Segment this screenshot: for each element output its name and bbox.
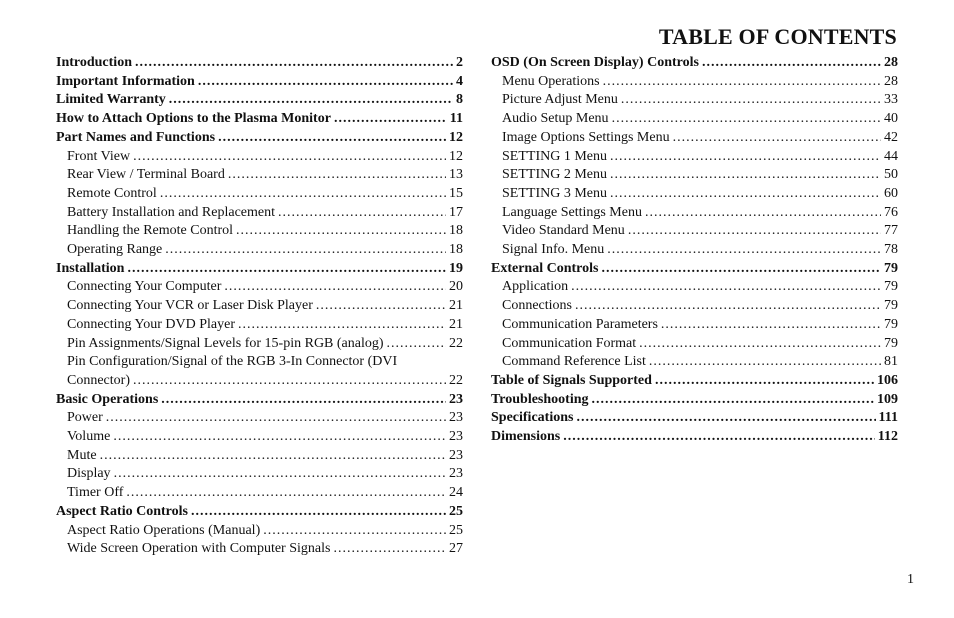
toc-entry-page: 28: [884, 73, 898, 89]
toc-entry-page: 11: [449, 111, 463, 127]
toc-entry-image-options-settings-menu[interactable]: [491, 129, 898, 148]
toc-entry-page: 17: [449, 204, 463, 220]
dot-leader: [165, 241, 446, 260]
toc-entry-page: 79: [884, 279, 898, 295]
dot-leader: [316, 297, 446, 316]
dot-leader: [655, 372, 874, 391]
toc-entry-label: Connections: [502, 298, 572, 314]
toc-entry-label: Aspect Ratio Operations (Manual): [67, 522, 261, 538]
toc-entry-page: 106: [877, 372, 898, 388]
toc-entry-page: 40: [884, 111, 898, 127]
dot-leader: [169, 91, 453, 110]
toc-entry-label: Language Settings Menu: [502, 204, 642, 220]
toc-entry-connections[interactable]: [491, 297, 898, 316]
dot-leader: [387, 335, 446, 354]
dot-leader: [649, 353, 881, 372]
toc-entry-power[interactable]: [56, 409, 463, 428]
toc-entry-label: Specifications: [491, 410, 574, 426]
toc-entry-menu-operations[interactable]: [491, 73, 898, 92]
dot-leader: [610, 185, 881, 204]
toc-entry-dimensions[interactable]: [491, 428, 898, 447]
toc-entry-page: 33: [884, 92, 898, 108]
dot-leader: [592, 391, 874, 410]
toc-entry-handling-the-remote-control[interactable]: [56, 222, 463, 241]
toc-entry-label: Connecting Your Computer: [67, 279, 222, 295]
dot-leader: [127, 260, 446, 279]
toc-entry-page: 79: [884, 298, 898, 314]
toc-entry-page: 23: [449, 410, 463, 426]
dot-leader: [100, 447, 446, 466]
toc-entry-label: Image Options Settings Menu: [502, 129, 670, 145]
toc-entry-page: 21: [449, 316, 463, 332]
toc-entry-label: Handling the Remote Control: [67, 223, 234, 239]
toc-entry-page: 24: [449, 485, 463, 501]
toc-entry-page: 79: [884, 260, 898, 276]
toc-entry-label: Command Reference List: [502, 354, 646, 370]
dot-leader: [702, 54, 881, 73]
toc-entry-page: 23: [449, 466, 463, 482]
toc-entry-label: Pin Configuration/Signal of the RGB 3-In Connector (DVI: [67, 354, 398, 370]
toc-entry-page: 25: [449, 522, 463, 538]
toc-entry-volume[interactable]: [56, 428, 463, 447]
toc-entry-label: Connecting Your DVD Player: [67, 316, 235, 332]
toc-entry-wide-screen-operation-with-computer-signals[interactable]: [56, 540, 463, 559]
dot-leader: [218, 129, 446, 148]
dot-leader: [628, 222, 881, 241]
toc-entry-page: 22: [449, 335, 463, 351]
toc-entry-label: Communication Parameters: [502, 316, 658, 332]
toc-entry-rear-view-terminal-board[interactable]: [56, 166, 463, 185]
toc-entry-page: 19: [449, 260, 463, 276]
dot-leader: [191, 503, 446, 522]
dot-leader: [601, 260, 881, 279]
toc-entry-important-information[interactable]: [56, 73, 463, 92]
dot-leader: [661, 316, 881, 335]
toc-right-column: [491, 54, 898, 447]
toc-entry-label: Operating Range: [67, 242, 163, 258]
dot-leader: [228, 166, 446, 185]
toc-entry-label: Communication Format: [502, 335, 637, 351]
toc-entry-label: How to Attach Options to the Plasma Monitor: [56, 111, 331, 127]
dot-leader: [161, 391, 446, 410]
toc-entry-label: Limited Warranty: [56, 92, 166, 108]
dot-leader: [621, 91, 881, 110]
dot-leader: [224, 278, 446, 297]
toc-entry-connecting-your-vcr-or-laser-disk-player[interactable]: [56, 297, 463, 316]
toc-entry-connecting-your-dvd-player[interactable]: [56, 316, 463, 335]
toc-entry-label: Installation: [56, 260, 125, 276]
toc-entry-label: Troubleshooting: [491, 391, 589, 407]
toc-entry-label: Wide Screen Operation with Computer Signals: [67, 541, 331, 557]
toc-entry-label: Mute: [67, 447, 97, 463]
toc-entry-page: 112: [877, 429, 898, 445]
toc-entry-label: Remote Control: [67, 185, 157, 201]
toc-entry-label: Power: [67, 410, 103, 426]
toc-entry-page: 13: [449, 167, 463, 183]
toc-entry-audio-setup-menu[interactable]: [491, 110, 898, 129]
toc-entry-application[interactable]: [491, 278, 898, 297]
toc-entry-page: 23: [449, 447, 463, 463]
toc-entry-label: Display: [67, 466, 111, 482]
toc-entry-communication-parameters[interactable]: [491, 316, 898, 335]
toc-entry-label: Table of Signals Supported: [491, 372, 652, 388]
toc-entry-label: Important Information: [56, 73, 195, 89]
dot-leader: [333, 540, 446, 559]
dot-leader: [575, 297, 881, 316]
toc-entry-front-view[interactable]: [56, 148, 463, 167]
dot-leader: [645, 204, 881, 223]
toc-entry-language-settings-menu[interactable]: [491, 204, 898, 223]
toc-entry-page: 79: [884, 335, 898, 351]
toc-entry-page: 8: [456, 92, 463, 108]
toc-entry-limited-warranty[interactable]: [56, 91, 463, 110]
page-title: TABLE OF CONTENTS: [658, 24, 897, 49]
toc-entry-display[interactable]: [56, 465, 463, 484]
toc-entry-page: 109: [877, 391, 898, 407]
toc-entry-timer-off[interactable]: [56, 484, 463, 503]
toc-entry-label: Pin Assignments/Signal Levels for 15-pin RGB (analog): [67, 335, 384, 351]
toc-entry-signal-info-menu[interactable]: [491, 241, 898, 260]
toc-entry-basic-operations[interactable]: [56, 391, 463, 410]
toc-entry-page: 18: [449, 242, 463, 258]
toc-entry-page: 60: [884, 185, 898, 201]
toc-entry-label: Part Names and Functions: [56, 129, 216, 145]
dot-leader: [135, 54, 453, 73]
toc-entry-page: 111: [878, 410, 898, 426]
toc-entry-setting-2-menu[interactable]: [491, 166, 898, 185]
toc-entry-label: Connecting Your VCR or Laser Disk Player: [67, 298, 313, 314]
toc-entry-communication-format[interactable]: [491, 335, 898, 354]
dot-leader: [133, 148, 446, 167]
dot-leader: [236, 222, 446, 241]
toc-entry-page: 28: [884, 55, 898, 70]
toc-entry-label: Video Standard Menu: [502, 223, 625, 239]
toc-entry-label: Audio Setup Menu: [502, 111, 609, 127]
toc-entry-page: 20: [449, 279, 463, 295]
toc-entry-pin-configuration-signal-of-the-rgb-3-in-connector-dvi[interactable]: [56, 353, 463, 372]
toc-entry-introduction[interactable]: [56, 54, 463, 73]
dot-leader: [113, 428, 446, 447]
dot-leader: [639, 335, 881, 354]
toc-entry-label: Rear View / Terminal Board: [67, 167, 225, 183]
toc-entry-label: Menu Operations: [502, 73, 600, 89]
page-number: 1: [907, 572, 914, 587]
toc-entry-page: 15: [449, 185, 463, 201]
dot-leader: [607, 241, 881, 260]
toc-entry-continuation[interactable]: [56, 372, 463, 391]
dot-leader: [126, 484, 446, 503]
toc-entry-specifications[interactable]: [491, 409, 898, 428]
toc-entry-page: 25: [449, 503, 463, 519]
dot-leader: [160, 185, 446, 204]
toc-entry-page: 77: [884, 223, 898, 239]
dot-leader: [198, 73, 453, 92]
toc-left-column: [56, 54, 463, 559]
toc-entry-picture-adjust-menu[interactable]: [491, 91, 898, 110]
toc-entry-label: Application: [502, 279, 569, 295]
toc-entry-page: 50: [884, 167, 898, 183]
toc-entry-label: SETTING 3 Menu: [502, 185, 607, 201]
toc-entry-label: Battery Installation and Replacement: [67, 204, 275, 220]
toc-entry-page: 2: [456, 55, 463, 70]
toc-entry-label: Aspect Ratio Controls: [56, 503, 188, 519]
toc-entry-label: SETTING 2 Menu: [502, 167, 607, 183]
toc-entry-page: 81: [884, 354, 898, 370]
toc-entry-page: 12: [449, 129, 463, 145]
toc-entry-setting-3-menu[interactable]: [491, 185, 898, 204]
dot-leader: [563, 428, 875, 447]
toc-entry-label: Timer Off: [67, 485, 124, 501]
toc-entry-installation[interactable]: [56, 260, 463, 279]
toc-entry-page: 79: [884, 316, 898, 332]
toc-entry-page: 23: [449, 429, 463, 445]
toc-entry-label: OSD (On Screen Display) Controls: [491, 55, 699, 70]
dot-leader: [114, 465, 446, 484]
toc-entry-page: 42: [884, 129, 898, 145]
dot-leader: [278, 204, 446, 223]
toc-entry-page: 22: [449, 372, 463, 388]
toc-entry-label: Volume: [67, 429, 111, 445]
toc-entry-label: Signal Info. Menu: [502, 242, 605, 258]
toc-entry-page: 23: [449, 391, 463, 407]
toc-entry-aspect-ratio-controls[interactable]: [56, 503, 463, 522]
toc-entry-remote-control[interactable]: [56, 185, 463, 204]
toc-entry-aspect-ratio-operations-manual[interactable]: [56, 522, 463, 541]
dot-leader: [238, 316, 446, 335]
toc-entry-pin-assignments-signal-levels-for-15-pin-rgb-analog[interactable]: [56, 335, 463, 354]
dot-leader: [571, 278, 881, 297]
toc-entry-label: Basic Operations: [56, 391, 159, 407]
toc-entry-page: 27: [449, 541, 463, 557]
toc-entry-label: Front View: [67, 148, 131, 164]
toc-entry-osd-on-screen-display-controls[interactable]: [491, 54, 898, 73]
dot-leader: [576, 409, 875, 428]
toc-entry-setting-1-menu[interactable]: [491, 148, 898, 167]
toc-entry-label: Introduction: [56, 55, 132, 70]
toc-entry-troubleshooting[interactable]: [491, 391, 898, 410]
dot-leader: [610, 166, 881, 185]
dot-leader: [133, 372, 446, 391]
toc-entry-table-of-signals-supported[interactable]: [491, 372, 898, 391]
dot-leader: [334, 110, 447, 129]
toc-entry-mute[interactable]: [56, 447, 463, 466]
dot-leader: [673, 129, 881, 148]
toc-entry-label: Connector): [67, 372, 130, 388]
toc-entry-page: 21: [449, 298, 463, 314]
toc-entry-part-names-and-functions[interactable]: [56, 129, 463, 148]
toc-entry-label: SETTING 1 Menu: [502, 148, 607, 164]
toc-entry-page: 18: [449, 223, 463, 239]
toc-entry-page: 78: [884, 242, 898, 258]
dot-leader: [612, 110, 881, 129]
toc-entry-page: 12: [449, 148, 463, 164]
toc-entry-connecting-your-computer[interactable]: [56, 278, 463, 297]
dot-leader: [263, 522, 446, 541]
toc-entry-video-standard-menu[interactable]: [491, 222, 898, 241]
toc-entry-command-reference-list[interactable]: [491, 353, 898, 372]
dot-leader: [106, 409, 446, 428]
toc-entry-operating-range[interactable]: [56, 241, 463, 260]
dot-leader: [610, 148, 881, 167]
dot-leader: [603, 73, 881, 92]
toc-entry-label: Picture Adjust Menu: [502, 92, 618, 108]
toc-entry-label: External Controls: [491, 260, 599, 276]
toc-entry-page: 4: [456, 73, 463, 89]
toc-entry-battery-installation-and-replacement[interactable]: [56, 204, 463, 223]
toc-entry-page: 44: [884, 148, 898, 164]
toc-entry-how-to-attach-options-to-the-plasma-monitor[interactable]: [56, 110, 463, 129]
toc-entry-page: 76: [884, 204, 898, 220]
toc-entry-label: Dimensions: [491, 429, 561, 445]
toc-entry-external-controls[interactable]: [491, 260, 898, 279]
